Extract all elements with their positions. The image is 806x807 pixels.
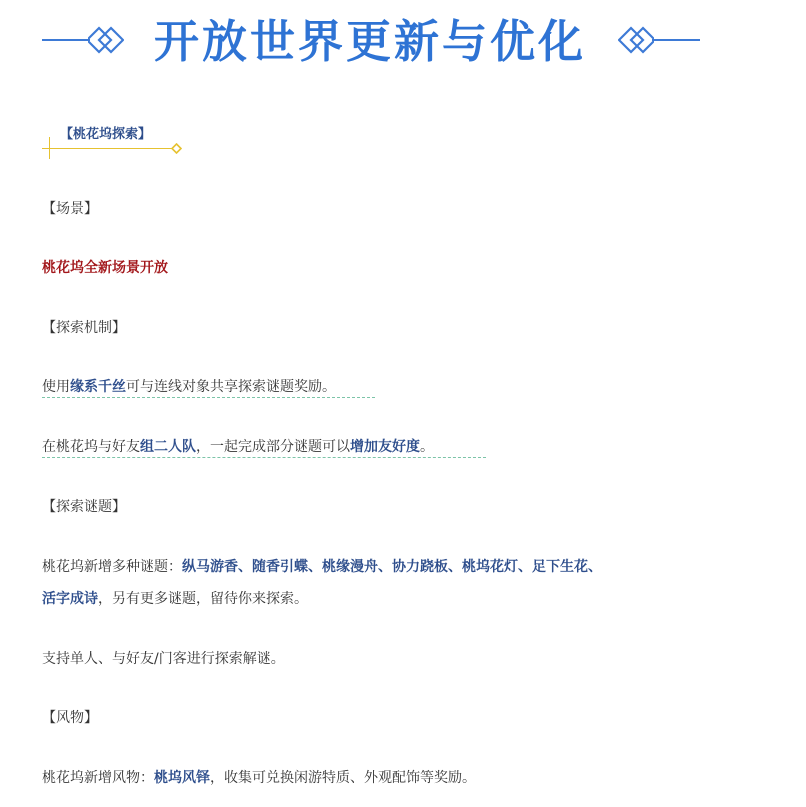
mechanism-line-1-highlight: 缘系千丝: [70, 379, 126, 395]
header-banner: [40, 10, 700, 70]
puzzle-line-1-highlight: 纵马游香、随香引蝶、桃缘漫舟、协力跷板、桃坞花灯、足下生花、: [182, 559, 602, 575]
banner-right-line: [652, 39, 700, 41]
puzzle-line-2-highlight: 活字成诗: [42, 591, 98, 607]
puzzle-line-1-pre: 桃花坞新增多种谜题：: [42, 559, 182, 575]
scenery-heading: 【风物】: [42, 710, 98, 726]
mechanism-line-1-pre: 使用: [42, 379, 70, 395]
section-tag: [40, 118, 190, 160]
mechanism-line-2-post: 。: [420, 439, 434, 455]
puzzle-line-3: 支持单人、与好友/门客进行探索解谜。: [42, 651, 285, 667]
dashed-underline: [42, 397, 375, 398]
dashed-underline: [42, 457, 486, 458]
scene-heading: 【场景】: [42, 201, 98, 217]
mechanism-line-1-post: 可与连线对象共享探索谜题奖励。: [126, 379, 336, 395]
tag-underline: [42, 148, 172, 149]
mechanism-line-2-highlight-1: 组二人队: [140, 439, 196, 455]
double-diamond-icon: [618, 24, 654, 56]
page-title: 开放世界更新与优化: [153, 15, 586, 68]
scenery-line-highlight: 桃坞风铎: [154, 770, 210, 786]
double-diamond-icon: [88, 24, 124, 56]
scenery-line: [42, 768, 476, 788]
mechanism-line-1: [42, 377, 336, 397]
mechanism-line-2-mid: ，一起完成部分谜题可以: [196, 439, 350, 455]
mechanism-line-2-highlight-2: 增加友好度: [350, 439, 420, 455]
mechanism-line-2: [42, 437, 434, 457]
scenery-line-post: ，收集可兑换闲游特质、外观配饰等奖励。: [210, 770, 476, 786]
mechanism-heading: 【探索机制】: [42, 320, 126, 336]
scene-text: 桃花坞全新场景开放: [42, 260, 168, 276]
small-diamond-icon: [171, 143, 182, 154]
puzzle-line-2-post: ，另有更多谜题，留待你来探索。: [98, 591, 308, 607]
puzzle-line-2: [42, 589, 308, 609]
puzzle-line-1: [42, 557, 602, 577]
mechanism-line-2-pre: 在桃花坞与好友: [42, 439, 140, 455]
section-tag-label: 【桃花坞探索】: [60, 127, 152, 142]
scenery-line-pre: 桃花坞新增风物：: [42, 770, 154, 786]
puzzle-heading: 【探索谜题】: [42, 499, 126, 515]
banner-left-line: [42, 39, 90, 41]
